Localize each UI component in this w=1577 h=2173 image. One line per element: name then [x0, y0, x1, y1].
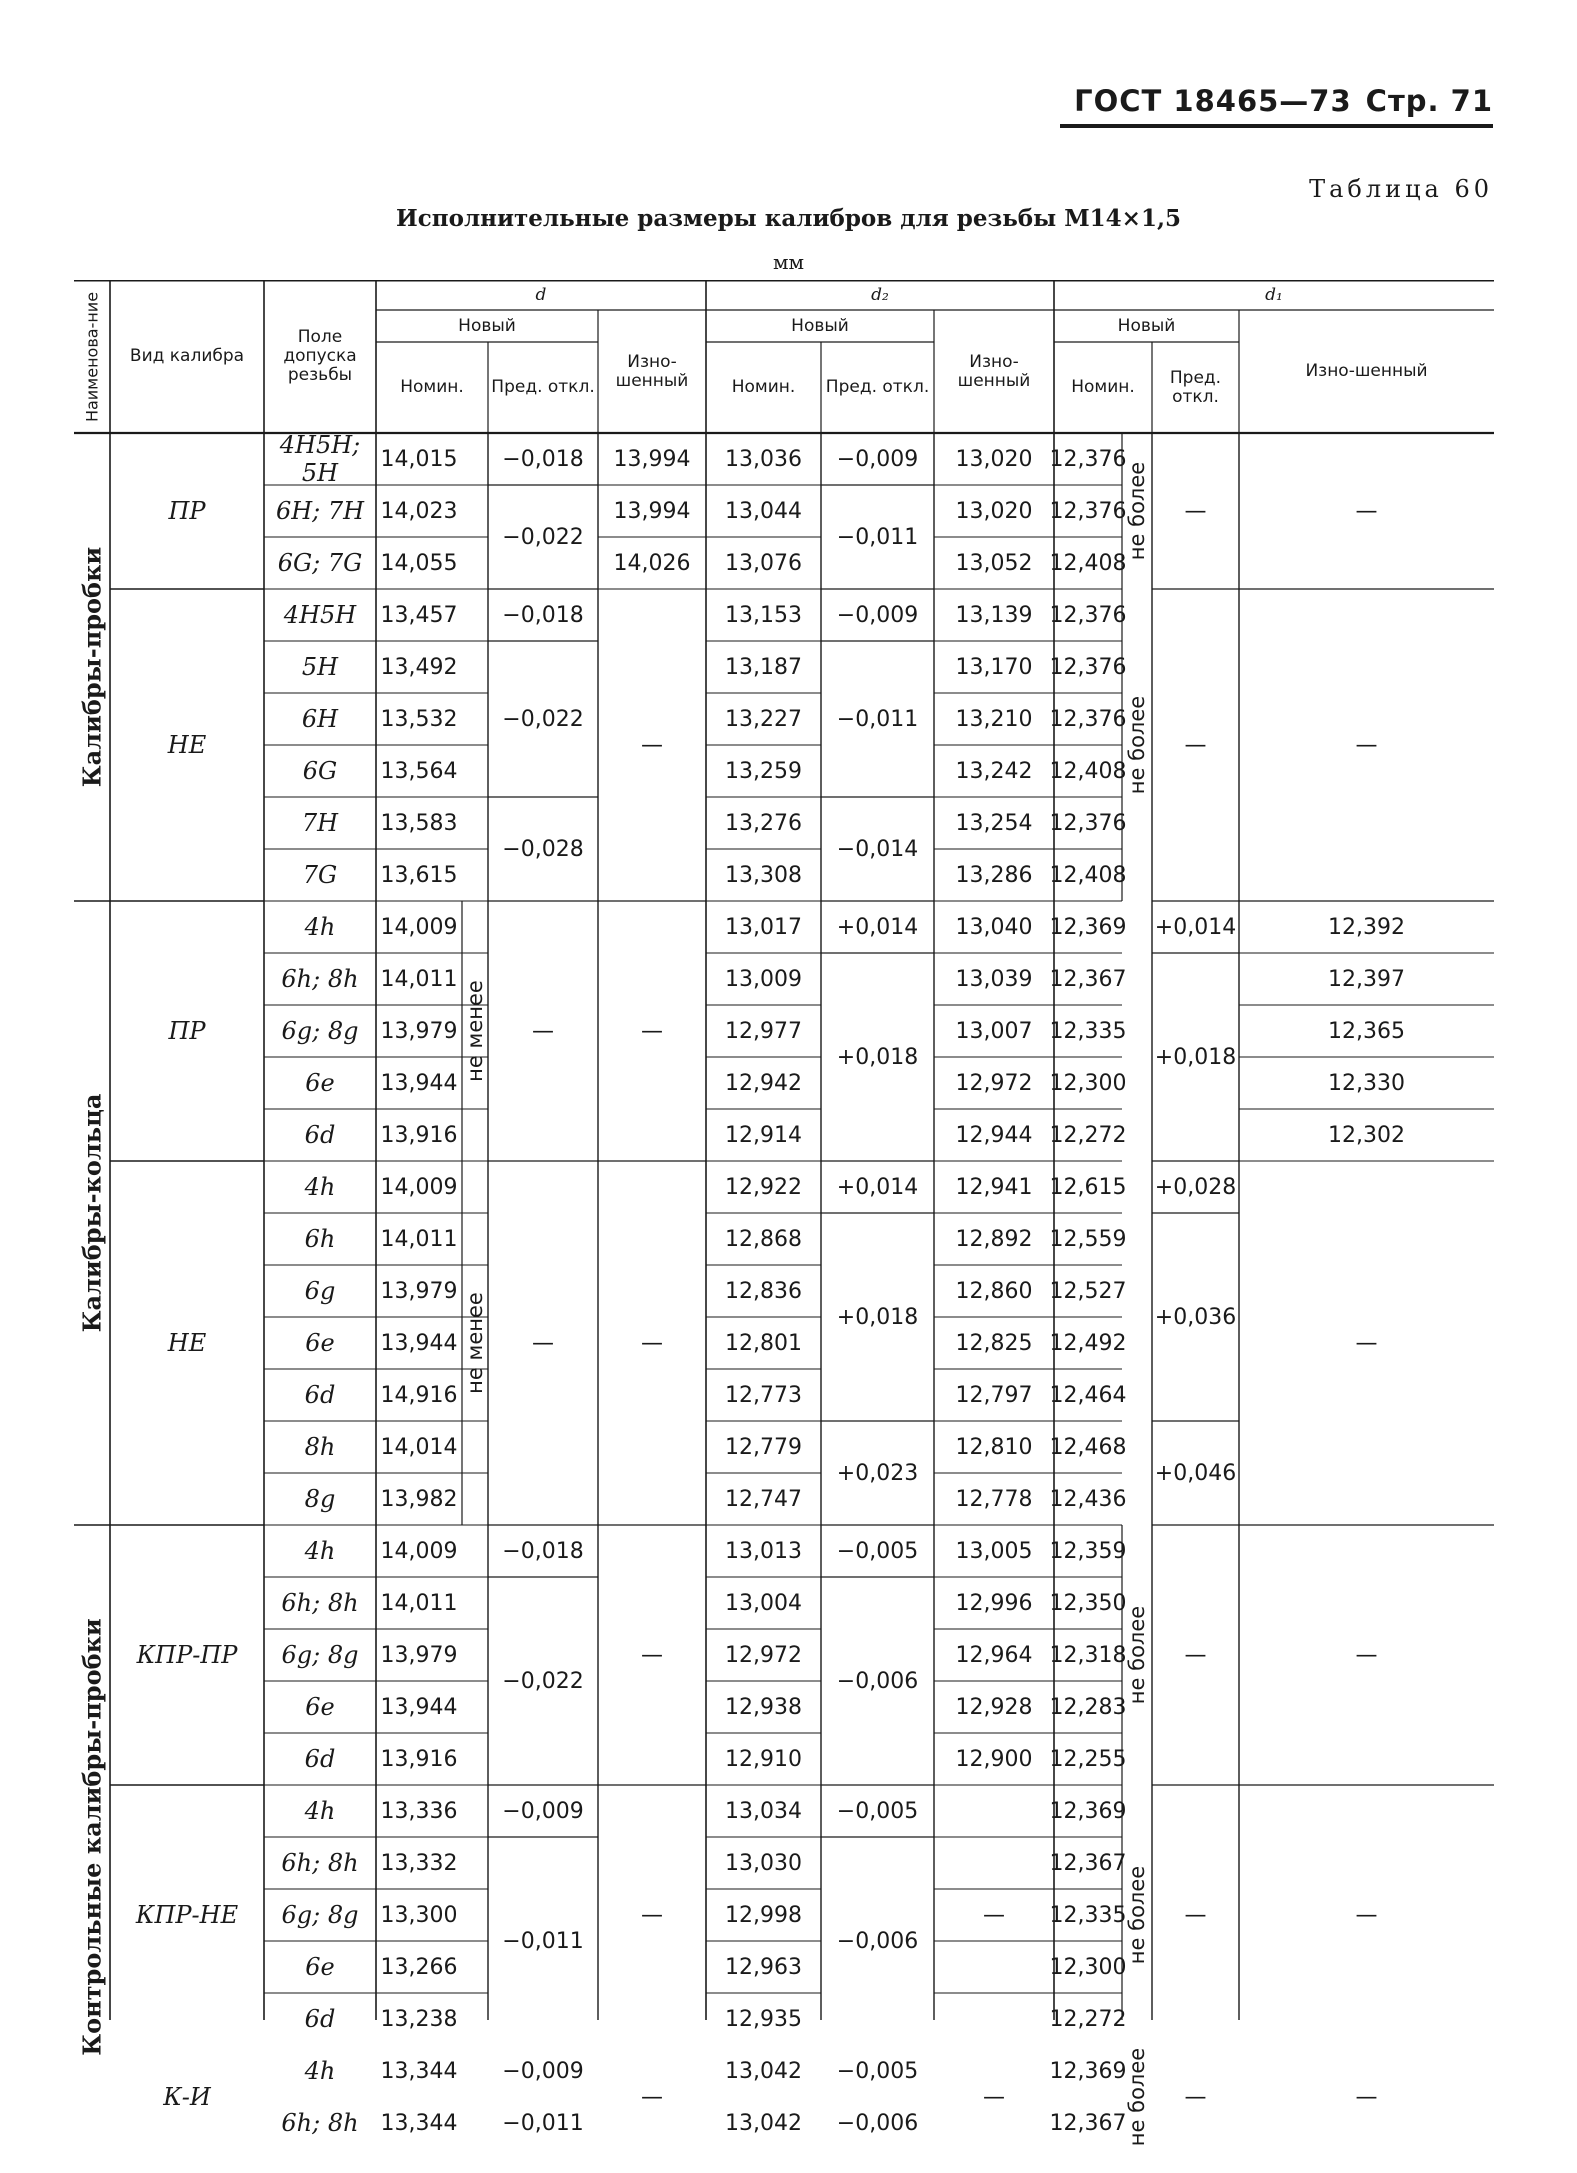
- d2-worn-cell: 13,254: [955, 810, 1033, 836]
- d2-worn-cell: 12,860: [955, 1278, 1033, 1304]
- d-nominal-cell: 13,336: [380, 1798, 458, 1824]
- d1-deviation-cell: +0,014: [1154, 914, 1237, 940]
- d-worn-cell: 14,026: [613, 550, 691, 576]
- d1-deviation-cell: +0,046: [1154, 1460, 1237, 1486]
- d-nominal-cell: 14,009: [380, 1538, 458, 1564]
- d2-worn-cell: 12,778: [955, 1486, 1033, 1512]
- d1-deviation-cell: —: [1184, 732, 1207, 758]
- d2-deviation-cell: +0,023: [836, 1460, 919, 1486]
- page-number: Стр. 71: [1365, 84, 1493, 118]
- tolerance-field-cell: 6d: [304, 1121, 336, 1149]
- d2-nominal-cell: 13,034: [725, 1798, 802, 1824]
- d2-nominal-cell: 13,009: [725, 966, 802, 992]
- d2-worn-cell: 13,242: [955, 758, 1033, 784]
- tolerance-field-cell: 4h: [304, 1537, 336, 1565]
- tolerance-field-cell: 4h: [304, 2057, 336, 2085]
- d2-nominal-cell: 12,942: [725, 1070, 802, 1096]
- d1-nominal-cell: 12,367: [1049, 2110, 1127, 2136]
- d2-deviation-cell: −0,005: [836, 1538, 919, 1564]
- d2-worn-cell: 12,941: [955, 1174, 1033, 1200]
- d-nominal-cell: 14,055: [380, 550, 458, 576]
- header-nom-d2: Номин.: [731, 377, 796, 397]
- d2-worn-cell: 13,039: [955, 966, 1033, 992]
- d1-deviation-cell: +0,036: [1154, 1304, 1237, 1330]
- d1-deviation-cell: —: [1184, 2084, 1207, 2110]
- gauge-kind-cell: ПР: [168, 1017, 206, 1045]
- tolerance-field-cell: 6e: [305, 1329, 335, 1357]
- d2-deviation-cell: +0,014: [836, 1174, 919, 1200]
- d1-worn-cell: 12,397: [1328, 966, 1405, 992]
- d2-nominal-cell: 12,747: [725, 1486, 802, 1512]
- d1-nominal-cell: 12,468: [1049, 1434, 1127, 1460]
- d-nominal-cell: 13,457: [380, 602, 458, 628]
- d2-worn-cell: 13,139: [955, 602, 1033, 628]
- d-nominal-cell: 13,492: [380, 654, 458, 680]
- note-not-more: не более: [1125, 2047, 1149, 2147]
- tolerance-field-cell: 6g; 8g: [281, 1901, 359, 1929]
- d-deviation-cell: −0,022: [502, 524, 584, 550]
- tolerance-field-cell: 6G: [302, 757, 338, 785]
- d-nominal-cell: 14,014: [380, 1434, 458, 1460]
- d-deviation-cell: −0,018: [502, 1538, 584, 1564]
- d1-nominal-cell: 12,272: [1049, 2006, 1127, 2032]
- d2-worn-cell: 12,797: [955, 1382, 1033, 1408]
- header-new-d: Новый: [458, 315, 516, 336]
- table-title: Исполнительные размеры калибров для резьбы М14×1,5: [396, 205, 1181, 232]
- d2-nominal-cell: 12,972: [725, 1642, 802, 1668]
- d2-nominal-cell: 12,836: [725, 1278, 802, 1304]
- d2-nominal-cell: 13,044: [725, 498, 802, 524]
- d-nominal-cell: 14,011: [380, 1590, 458, 1616]
- d1-nominal-cell: 12,408: [1049, 550, 1127, 576]
- section-label: Калибры-пробки: [77, 546, 107, 788]
- d2-nominal-cell: 13,187: [725, 654, 802, 680]
- d2-deviation-cell: −0,009: [836, 446, 919, 472]
- d2-deviation-cell: −0,011: [836, 524, 919, 550]
- d-nominal-cell: 14,009: [380, 1174, 458, 1200]
- d2-deviation-cell: +0,014: [836, 914, 919, 940]
- d-deviation-cell: −0,028: [502, 836, 584, 862]
- header-d-label: d: [535, 285, 547, 305]
- d2-deviation-cell: −0,005: [836, 1798, 919, 1824]
- d2-nominal-cell: 12,935: [725, 2006, 802, 2032]
- d2-nominal-cell: 12,910: [725, 1746, 802, 1772]
- d2-nominal-cell: 12,977: [725, 1018, 802, 1044]
- d-deviation-cell: −0,011: [502, 1928, 584, 1954]
- d-nominal-cell: 13,564: [380, 758, 458, 784]
- d2-nominal-cell: 13,308: [725, 862, 802, 888]
- d-nominal-cell: 13,979: [380, 1018, 458, 1044]
- d-nominal-cell: 13,944: [380, 1330, 458, 1356]
- header-new-d2: Новый: [791, 315, 849, 336]
- d2-worn-cell: 12,944: [955, 1122, 1033, 1148]
- d-nominal-cell: 13,332: [380, 1850, 458, 1876]
- d2-worn-cell: 13,020: [955, 498, 1033, 524]
- d2-nominal-cell: 13,153: [725, 602, 802, 628]
- header-worn-d1: Изно-шенный: [1305, 361, 1428, 381]
- tolerance-field-cell: 6d: [304, 1745, 336, 1773]
- d2-nominal-cell: 13,042: [725, 2110, 802, 2136]
- d1-nominal-cell: 12,376: [1049, 810, 1127, 836]
- header-dev-d2: Пред. откл.: [825, 377, 930, 397]
- tolerance-field-cell: 4h: [304, 1173, 336, 1201]
- d2-worn-cell: 12,972: [955, 1070, 1033, 1096]
- d-nominal-cell: 13,300: [380, 1902, 458, 1928]
- d-nominal-cell: 14,916: [380, 1382, 458, 1408]
- tolerance-field-cell: 6G; 7G: [277, 549, 363, 577]
- note-not-less: не менее: [463, 1292, 487, 1394]
- section-label: Калибры-кольца: [77, 1093, 107, 1333]
- d-nominal-cell: 13,916: [380, 1746, 458, 1772]
- note-not-more: не более: [1125, 695, 1149, 795]
- d2-worn-cell: 12,900: [955, 1746, 1033, 1772]
- standard-number: ГОСТ 18465—73: [1074, 84, 1352, 118]
- d1-worn-dash: —: [1355, 1330, 1378, 1356]
- d2-deviation-cell: −0,014: [836, 836, 919, 862]
- tolerance-field-cell: 6e: [305, 1953, 335, 1981]
- tolerance-field-cell: 6g; 8g: [281, 1641, 359, 1669]
- d2-nominal-cell: 12,779: [725, 1434, 802, 1460]
- d2-worn-cell: 13,052: [955, 550, 1033, 576]
- header-d1-label: d₁: [1265, 285, 1283, 305]
- note-not-more: не более: [1125, 1865, 1149, 1965]
- d1-nominal-cell: 12,464: [1049, 1382, 1127, 1408]
- d2-nominal-cell: 13,076: [725, 550, 802, 576]
- d1-worn-cell: 12,330: [1328, 1070, 1405, 1096]
- d1-worn-cell: 12,392: [1328, 914, 1405, 940]
- d1-worn-cell: 12,302: [1328, 1122, 1405, 1148]
- tolerance-field-cell: 4H5H; 5H: [279, 431, 361, 487]
- d-deviation-cell: −0,022: [502, 1668, 584, 1694]
- d1-deviation-cell: +0,028: [1154, 1174, 1237, 1200]
- d2-worn-cell: 12,892: [955, 1226, 1033, 1252]
- d2-worn-cell: 12,996: [955, 1590, 1033, 1616]
- d1-nominal-cell: 12,367: [1049, 1850, 1127, 1876]
- d1-nominal-cell: 12,376: [1049, 446, 1127, 472]
- d2-nominal-cell: 13,013: [725, 1538, 802, 1564]
- note-not-more: не более: [1125, 461, 1149, 561]
- d1-nominal-cell: 12,369: [1049, 914, 1127, 940]
- gauge-kind-cell: К-И: [163, 2083, 211, 2111]
- d1-nominal-cell: 12,335: [1049, 1018, 1127, 1044]
- tolerance-field-cell: 6H; 7H: [275, 497, 365, 525]
- d2-worn-cell: 13,210: [955, 706, 1033, 732]
- header-kind-label: Вид калибра: [129, 346, 245, 366]
- table-number: Таблица 60: [1309, 175, 1493, 203]
- d-worn-dash: —: [641, 2084, 663, 2110]
- d-deviation-cell: −0,011: [502, 2110, 584, 2136]
- d1-nominal-cell: 12,492: [1049, 1330, 1127, 1356]
- d1-nominal-cell: 12,359: [1049, 1538, 1127, 1564]
- d-deviation-cell: −0,018: [502, 602, 584, 628]
- d1-deviation-cell: —: [1184, 498, 1207, 524]
- d-nominal-cell: 14,015: [380, 446, 458, 472]
- tolerance-field-cell: 7G: [302, 861, 338, 889]
- d2-worn-cell: 12,825: [955, 1330, 1033, 1356]
- d-nominal-cell: 13,532: [380, 706, 458, 732]
- d2-deviation-cell: +0,018: [836, 1304, 919, 1330]
- tolerance-field-cell: 4H5H: [283, 601, 357, 629]
- d1-nominal-cell: 12,272: [1049, 1122, 1127, 1148]
- d-nominal-cell: 13,615: [380, 862, 458, 888]
- d-nominal-cell: 13,979: [380, 1642, 458, 1668]
- d1-nominal-cell: 12,408: [1049, 862, 1127, 888]
- d2-nominal-cell: 12,963: [725, 1954, 802, 1980]
- d2-worn-cell: 13,007: [955, 1018, 1033, 1044]
- d-nominal-cell: 14,011: [380, 966, 458, 992]
- d-nominal-cell: 13,266: [380, 1954, 458, 1980]
- d2-nominal-cell: 12,998: [725, 1902, 802, 1928]
- d1-nominal-cell: 12,255: [1049, 1746, 1127, 1772]
- d2-worn-cell: 12,810: [955, 1434, 1033, 1460]
- d1-nominal-cell: 12,376: [1049, 654, 1127, 680]
- d2-nominal-cell: 12,914: [725, 1122, 802, 1148]
- d-worn-dash: —: [641, 1018, 663, 1044]
- d2-nominal-cell: 13,030: [725, 1850, 802, 1876]
- d-nominal-cell: 13,982: [380, 1486, 458, 1512]
- d1-worn-cell: 12,365: [1328, 1018, 1405, 1044]
- section-label: Контрольные калибры-пробки: [77, 1618, 107, 2056]
- d2-deviation-cell: −0,011: [836, 706, 919, 732]
- d-deviation-cell: —: [532, 1018, 554, 1044]
- d2-deviation-cell: −0,009: [836, 602, 919, 628]
- dimensions-table: [74, 280, 1494, 2147]
- header-worn-d2: Изно-шенный: [957, 351, 1031, 391]
- d2-nominal-cell: 13,259: [725, 758, 802, 784]
- d2-nominal-cell: 13,227: [725, 706, 802, 732]
- d-worn-dash: —: [641, 732, 663, 758]
- d-nominal-cell: 13,344: [380, 2110, 458, 2136]
- d2-worn-cell: 13,005: [955, 1538, 1033, 1564]
- d1-nominal-cell: 12,318: [1049, 1642, 1127, 1668]
- d1-nominal-cell: 12,367: [1049, 966, 1127, 992]
- d1-nominal-cell: 12,300: [1049, 1954, 1127, 1980]
- gauge-kind-cell: ПР: [168, 497, 206, 525]
- d-deviation-cell: −0,009: [502, 1798, 584, 1824]
- d2-worn-cell: 13,286: [955, 862, 1033, 888]
- d-nominal-cell: 13,944: [380, 1070, 458, 1096]
- d2-deviation-cell: −0,006: [836, 1928, 919, 1954]
- tolerance-field-cell: 6H: [301, 705, 339, 733]
- d-deviation-cell: −0,018: [502, 446, 584, 472]
- note-not-less: не менее: [463, 980, 487, 1082]
- d1-nominal-cell: 12,408: [1049, 758, 1127, 784]
- d2-nominal-cell: 12,773: [725, 1382, 802, 1408]
- gauge-kind-cell: НЕ: [167, 1329, 207, 1357]
- d1-nominal-cell: 12,283: [1049, 1694, 1127, 1720]
- tolerance-field-cell: 4h: [304, 1797, 336, 1825]
- d2-deviation-cell: −0,005: [836, 2058, 919, 2084]
- header-worn-d: Изно-шенный: [615, 351, 689, 391]
- unit-label: мм: [772, 250, 805, 274]
- header-name-label: Наименова-ние: [82, 291, 102, 422]
- tolerance-field-cell: 8g: [304, 1485, 336, 1513]
- header-tolerance-label: Поле допуска резьбы: [283, 327, 357, 385]
- tolerance-field-cell: 5H: [301, 653, 339, 681]
- tolerance-field-cell: 8h: [304, 1433, 336, 1461]
- d1-nominal-cell: 12,369: [1049, 2058, 1127, 2084]
- d1-worn-dash: —: [1355, 1902, 1378, 1928]
- d-nominal-cell: 14,011: [380, 1226, 458, 1252]
- d-deviation-cell: —: [532, 1330, 554, 1356]
- header-nom-d: Номин.: [400, 377, 464, 397]
- tolerance-field-cell: 6h; 8h: [281, 2109, 359, 2137]
- d-nominal-cell: 13,344: [380, 2058, 458, 2084]
- gauge-kind-cell: КПР-ПР: [136, 1641, 238, 1669]
- d-worn-cell: 13,994: [613, 498, 691, 524]
- tolerance-field-cell: 6h; 8h: [281, 1589, 359, 1617]
- d-deviation-cell: −0,022: [502, 706, 584, 732]
- d2-worn-dash: —: [983, 1902, 1005, 1928]
- d-nominal-cell: 14,023: [380, 498, 458, 524]
- d1-nominal-cell: 12,527: [1049, 1278, 1127, 1304]
- d2-nominal-cell: 12,801: [725, 1330, 802, 1356]
- tolerance-field-cell: 6d: [304, 2005, 336, 2033]
- tolerance-field-cell: 7H: [301, 809, 339, 837]
- tolerance-field-cell: 4h: [304, 913, 336, 941]
- d1-nominal-cell: 12,559: [1049, 1226, 1127, 1252]
- d2-worn-cell: 13,020: [955, 446, 1033, 472]
- d1-nominal-cell: 12,335: [1049, 1902, 1127, 1928]
- gauge-kind-cell: НЕ: [167, 731, 207, 759]
- d1-nominal-cell: 12,436: [1049, 1486, 1127, 1512]
- d2-nominal-cell: 12,868: [725, 1226, 802, 1252]
- d-worn-cell: 13,994: [613, 446, 691, 472]
- d2-deviation-cell: +0,018: [836, 1044, 919, 1070]
- d2-worn-cell: 12,964: [955, 1642, 1033, 1668]
- d-deviation-cell: −0,009: [502, 2058, 584, 2084]
- d-nominal-cell: 13,944: [380, 1694, 458, 1720]
- tolerance-field-cell: 6h; 8h: [281, 965, 359, 993]
- d2-worn-cell: 13,170: [955, 654, 1033, 680]
- d-nominal-cell: 14,009: [380, 914, 458, 940]
- tolerance-field-cell: 6d: [304, 1381, 336, 1409]
- header-new-d1: Новый: [1117, 315, 1176, 336]
- d2-worn-dash: —: [983, 2084, 1005, 2110]
- note-not-more: не более: [1125, 1605, 1149, 1705]
- d1-worn-dash: —: [1355, 498, 1378, 524]
- d-worn-dash: —: [641, 1330, 663, 1356]
- d1-worn-dash: —: [1355, 2084, 1378, 2110]
- header-d2-label: d₂: [871, 285, 889, 305]
- d-worn-dash: —: [641, 1902, 663, 1928]
- d1-nominal-cell: 12,350: [1049, 1590, 1127, 1616]
- d-nominal-cell: 13,238: [380, 2006, 458, 2032]
- d1-worn-dash: —: [1355, 1642, 1378, 1668]
- d2-nominal-cell: 13,042: [725, 2058, 802, 2084]
- d-worn-dash: —: [641, 1642, 663, 1668]
- d2-deviation-cell: −0,006: [836, 1668, 919, 1694]
- d1-nominal-cell: 12,369: [1049, 1798, 1127, 1824]
- d1-nominal-cell: 12,615: [1049, 1174, 1127, 1200]
- tolerance-field-cell: 6g: [304, 1277, 336, 1305]
- d1-deviation-cell: —: [1184, 1642, 1207, 1668]
- d1-nominal-cell: 12,376: [1049, 706, 1127, 732]
- d2-worn-cell: 12,928: [955, 1694, 1033, 1720]
- d2-deviation-cell: −0,006: [836, 2110, 919, 2136]
- d2-nominal-cell: 13,276: [725, 810, 802, 836]
- d2-worn-cell: 13,040: [955, 914, 1033, 940]
- tolerance-field-cell: 6e: [305, 1693, 335, 1721]
- d1-nominal-cell: 12,376: [1049, 602, 1127, 628]
- d-nominal-cell: 13,916: [380, 1122, 458, 1148]
- header-dev-d1: Пред. откл.: [1169, 367, 1222, 407]
- tolerance-field-cell: 6g; 8g: [281, 1017, 359, 1045]
- d1-nominal-cell: 12,376: [1049, 498, 1127, 524]
- d1-deviation-cell: +0,018: [1154, 1044, 1237, 1070]
- header-nom-d1: Номин.: [1071, 377, 1135, 397]
- d1-nominal-cell: 12,300: [1049, 1070, 1127, 1096]
- d1-worn-dash: —: [1355, 732, 1378, 758]
- tolerance-field-cell: 6h; 8h: [281, 1849, 359, 1877]
- d2-nominal-cell: 12,938: [725, 1694, 802, 1720]
- d2-nominal-cell: 13,036: [725, 446, 802, 472]
- page-header: [1060, 84, 1493, 128]
- tolerance-field-cell: 6h: [304, 1225, 336, 1253]
- d1-deviation-cell: —: [1184, 1902, 1207, 1928]
- d2-nominal-cell: 12,922: [725, 1174, 802, 1200]
- d-nominal-cell: 13,583: [380, 810, 458, 836]
- header-dev-d: Пред. откл.: [491, 377, 595, 397]
- d2-nominal-cell: 13,017: [725, 914, 802, 940]
- tolerance-field-cell: 6e: [305, 1069, 335, 1097]
- gauge-kind-cell: КПР-НЕ: [135, 1901, 239, 1929]
- d-nominal-cell: 13,979: [380, 1278, 458, 1304]
- d2-nominal-cell: 13,004: [725, 1590, 802, 1616]
